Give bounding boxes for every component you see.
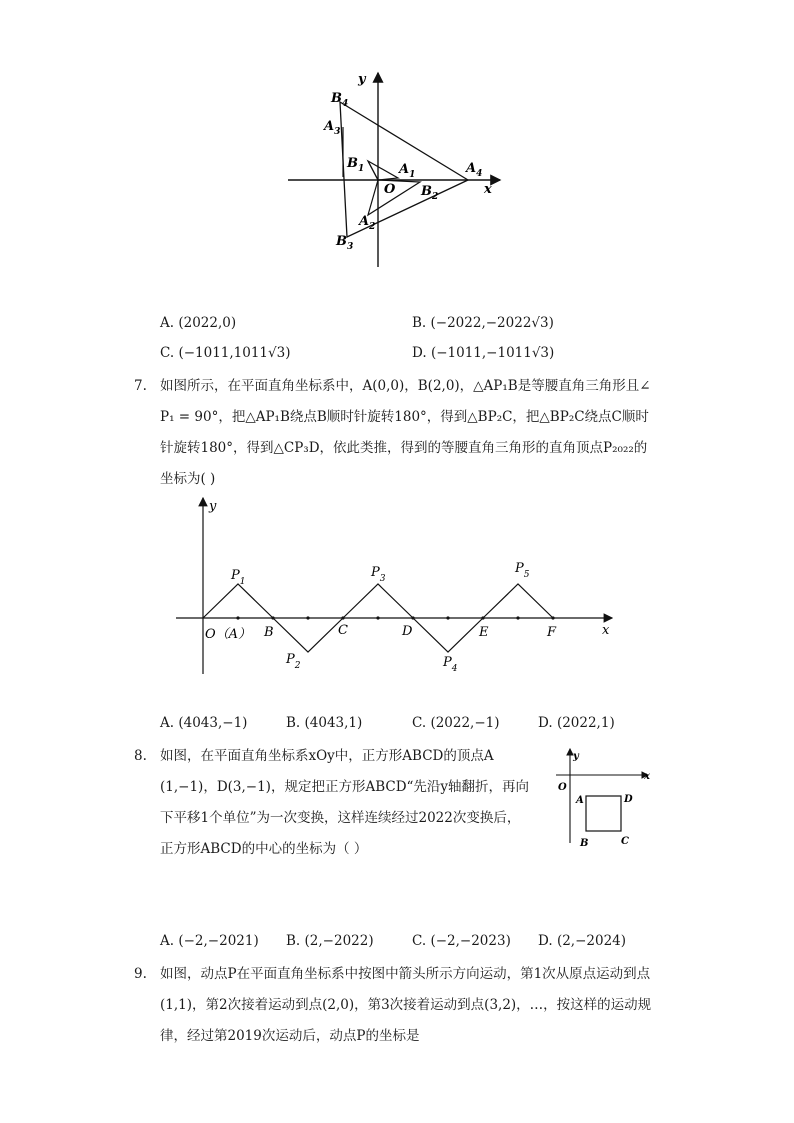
q8-label-b: B [580, 838, 589, 849]
q7-zigzag-graph [170, 492, 620, 682]
q8-x-label: x [644, 771, 650, 782]
q7-text-line: 如图所示，在平面直角坐标系中，A(0,0)，B(2,0)，△AP₁B是等腰直角三角形且∠ [160, 378, 651, 394]
q7-text-line: 坐标为( ) [160, 471, 216, 487]
q7-number: 7. [134, 378, 147, 394]
q7-option-c[interactable]: C. (2022,−1) [412, 715, 500, 731]
q7-label-o-a: O（A） [205, 627, 252, 642]
q6-option-b[interactable]: B. (−2022,−2022√3) [412, 315, 554, 331]
q7-option-d[interactable]: D. (2022,1) [538, 715, 615, 731]
q9-text-line: 律，经过第2019次运动后，动点P的坐标是 [160, 1028, 420, 1044]
q7-text-line: 针旋转180°，得到△CP₃D，依此类推，得到的等腰直角三角形的直角顶点P₂₀₂₂的 [160, 440, 648, 456]
q8-text-line: 正方形ABCD的中心的坐标为（ ） [160, 841, 368, 857]
q7-label-p5: $P_5$ [515, 561, 530, 580]
q6-label-b4: $B_4$ [331, 91, 349, 109]
q8-option-a[interactable]: A. (−2,−2021) [160, 933, 259, 949]
q6-x-label: x [484, 182, 492, 197]
q7-label-c: C [338, 623, 348, 638]
q6-y-label: y [358, 72, 366, 87]
q7-label-b: B [264, 625, 274, 640]
q8-y-label: y [573, 751, 579, 762]
q6-option-d[interactable]: D. (−1011,−1011√3) [412, 345, 555, 361]
q8-text-line: 下平移1个单位”为一次变换，这样连续经过2022次变换后， [160, 810, 521, 826]
q7-label-d: D [402, 624, 413, 639]
q6-option-a[interactable]: A. (2022,0) [160, 315, 237, 331]
q6-label-b3: $B_3$ [336, 234, 354, 252]
q8-label-a: A [576, 795, 584, 806]
q8-option-d[interactable]: D. (2,−2024) [538, 933, 627, 949]
q7-option-b[interactable]: B. (4043,1) [286, 715, 363, 731]
q8-option-c[interactable]: C. (−2,−2023) [412, 933, 511, 949]
q6-origin-label: O [384, 182, 396, 197]
q6-label-a3: $A_3$ [324, 119, 341, 137]
q8-origin-label: O [558, 782, 567, 793]
q8-square-abcd [586, 796, 621, 831]
q6-option-c[interactable]: C. (−1011,1011√3) [160, 345, 291, 361]
q8-option-b[interactable]: B. (2,−2022) [286, 933, 374, 949]
q6-label-a1: $A_1$ [399, 162, 416, 180]
q9-number: 9. [134, 966, 147, 982]
q7-label-p4: $P_4$ [443, 655, 458, 674]
q6-label-a4: $A_4$ [466, 161, 483, 179]
q8-text-line: 如图，在平面直角坐标系xOy中，正方形ABCD的顶点A [160, 748, 494, 764]
q7-label-p2: $P_2$ [286, 652, 301, 671]
q7-label-f: F [547, 625, 557, 640]
q7-x-label: x [602, 623, 610, 638]
q7-y-label: y [209, 499, 217, 514]
q8-label-d: D [624, 794, 633, 805]
q7-text-line: P₁ = 90°，把△AP₁B绕点B顺时针旋转180°，得到△BP₂C，把△BP₂C绕点C顺时 [160, 409, 649, 425]
q7-label-e: E [479, 625, 489, 640]
q8-text-line: (1,−1)，D(3,−1)，规定把正方形ABCD“先沿y轴翻折，再向 [160, 779, 530, 795]
q8-square-figure [548, 745, 658, 855]
q9-text-line: 如图，动点P在平面直角坐标系中按图中箭头所示方向运动，第1次从原点运动到点 [160, 966, 651, 982]
q7-option-a[interactable]: A. (4043,−1) [160, 715, 248, 731]
q8-label-c: C [621, 836, 629, 847]
q6-rotation-figure [280, 65, 520, 280]
q9-text-line: (1,1)，第2次接着运动到点(2,0)，第3次接着运动到点(3,2)，…，按这样的运动规 [160, 997, 652, 1013]
q6-label-b1: $B_1$ [347, 156, 365, 174]
q6-label-b2: $B_2$ [421, 184, 439, 202]
q6-label-a2: $A_2$ [359, 214, 376, 232]
q8-number: 8. [134, 748, 147, 764]
q7-label-p1: $P_1$ [231, 568, 246, 587]
q7-label-p3: $P_3$ [371, 565, 386, 584]
